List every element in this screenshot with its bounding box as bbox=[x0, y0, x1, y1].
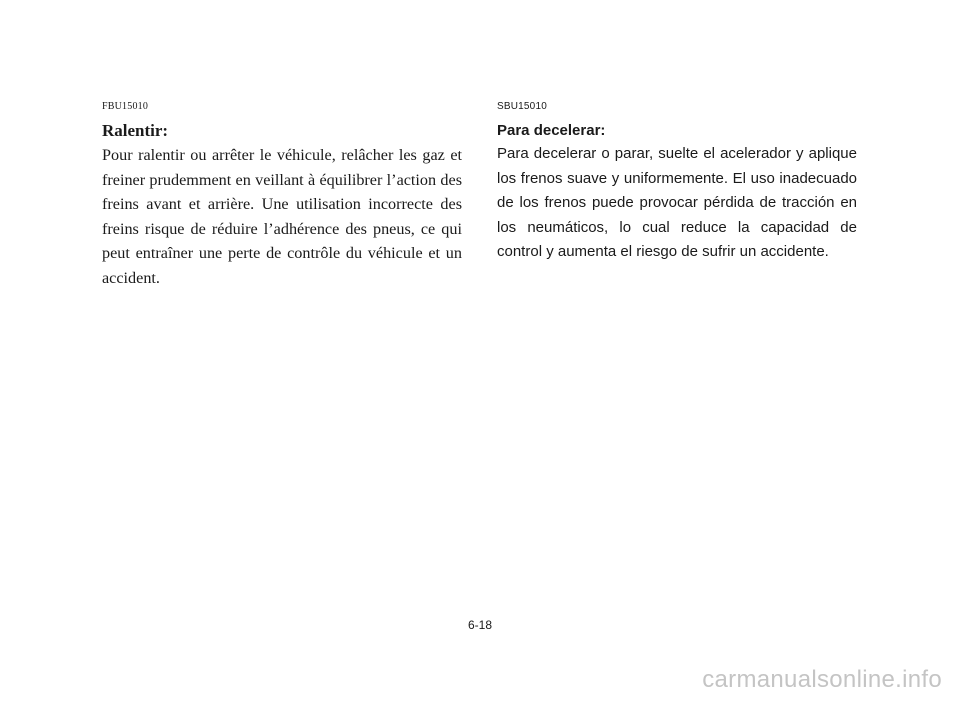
french-paragraph: Pour ralentir ou arrêter le véhicule, relâcher les gaz et freiner prudemment en veillant à équilibrer l’action des freins avant et arrière. Une utilisation incorrecte des freins risque de réduire l’adhérence des pneus, ce qui peut entraîner une perte de contrôle du véhicule et un accident. bbox=[102, 146, 462, 287]
spanish-section-code: SBU15010 bbox=[497, 101, 547, 112]
spanish-heading: Para decelerar: bbox=[497, 122, 606, 139]
spanish-column bbox=[497, 100, 857, 265]
french-section-code: FBU15010 bbox=[102, 101, 149, 112]
watermark-text: carmanualsonline.info bbox=[702, 666, 942, 693]
spanish-paragraph: Para decelerar o parar, suelte el acelerador y aplique los frenos suave y uniformemente. El uso inadecuado de los frenos puede provocar pérdida de tracción en los neumáticos, lo cual reduce la capacidad de control y aumenta el riesgo de sufrir un accidente. bbox=[497, 145, 857, 260]
page-number: 6-18 bbox=[467, 618, 493, 632]
french-column bbox=[102, 100, 462, 290]
french-heading: Ralentir: bbox=[102, 121, 169, 140]
